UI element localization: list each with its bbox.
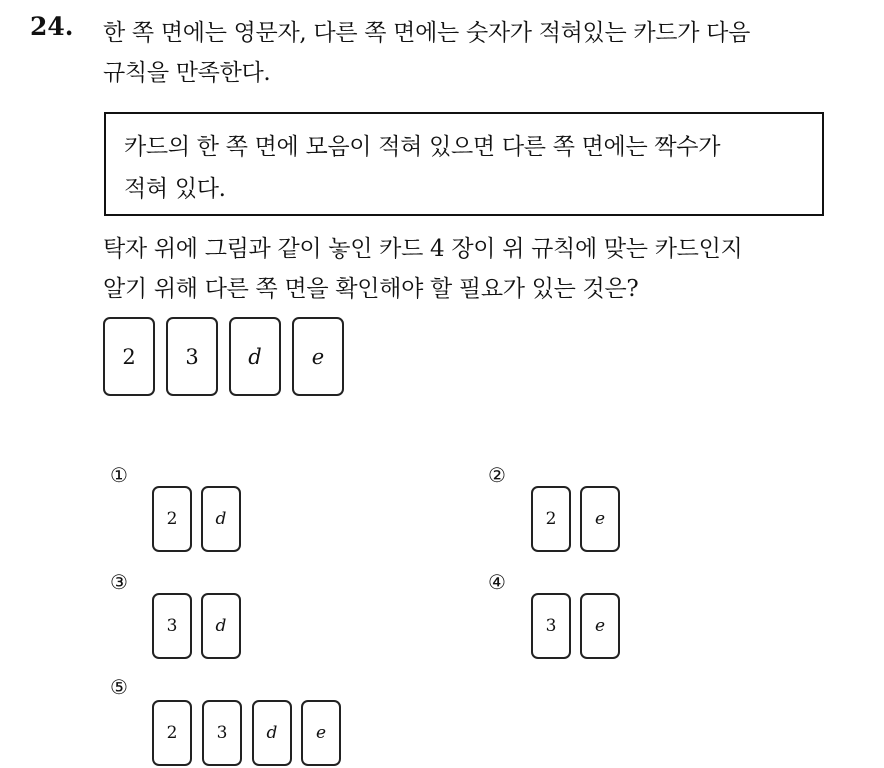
choice-3-card[interactable]: 3 — [152, 593, 192, 659]
choice-1-card[interactable]: 2 — [152, 486, 192, 552]
choice-marker-1[interactable]: ① — [110, 463, 128, 487]
choice-marker-4[interactable]: ④ — [488, 570, 506, 594]
table-card: 2 — [103, 317, 155, 396]
table-card: e — [292, 317, 344, 396]
choice-3-card[interactable]: d — [201, 593, 241, 659]
question-number: 24. — [30, 12, 74, 41]
choice-1-card[interactable]: d — [201, 486, 241, 552]
choice-5-card[interactable]: d — [252, 700, 292, 766]
prompt-text-line-1: 탁자 위에 그림과 같이 놓인 카드 4 장이 위 규칙에 맞는 카드인지 — [103, 236, 743, 262]
choice-2-card[interactable]: e — [580, 486, 620, 552]
table-card: 3 — [166, 317, 218, 396]
choice-5-card[interactable]: 3 — [202, 700, 242, 766]
choice-4-card[interactable]: 3 — [531, 593, 571, 659]
question-text-line-2: 규칙을 만족한다. — [103, 60, 271, 86]
table-card: d — [229, 317, 281, 396]
choice-marker-2[interactable]: ② — [488, 463, 506, 487]
choice-2-card[interactable]: 2 — [531, 486, 571, 552]
choice-5-card[interactable]: e — [301, 700, 341, 766]
question-text-line-1: 한 쪽 면에는 영문자, 다른 쪽 면에는 숫자가 적혀있는 카드가 다음 — [103, 20, 750, 46]
choice-marker-3[interactable]: ③ — [110, 570, 128, 594]
choice-4-card[interactable]: e — [580, 593, 620, 659]
prompt-text-line-2: 알기 위해 다른 쪽 면을 확인해야 할 필요가 있는 것은? — [103, 276, 639, 302]
choice-5-card[interactable]: 2 — [152, 700, 192, 766]
choice-marker-5[interactable]: ⑤ — [110, 675, 128, 699]
rule-box — [104, 112, 824, 216]
rule-text-line-1: 카드의 한 쪽 면에 모음이 적혀 있으면 다른 쪽 면에는 짝수가 — [124, 134, 721, 160]
rule-text-line-2: 적혀 있다. — [124, 176, 226, 202]
